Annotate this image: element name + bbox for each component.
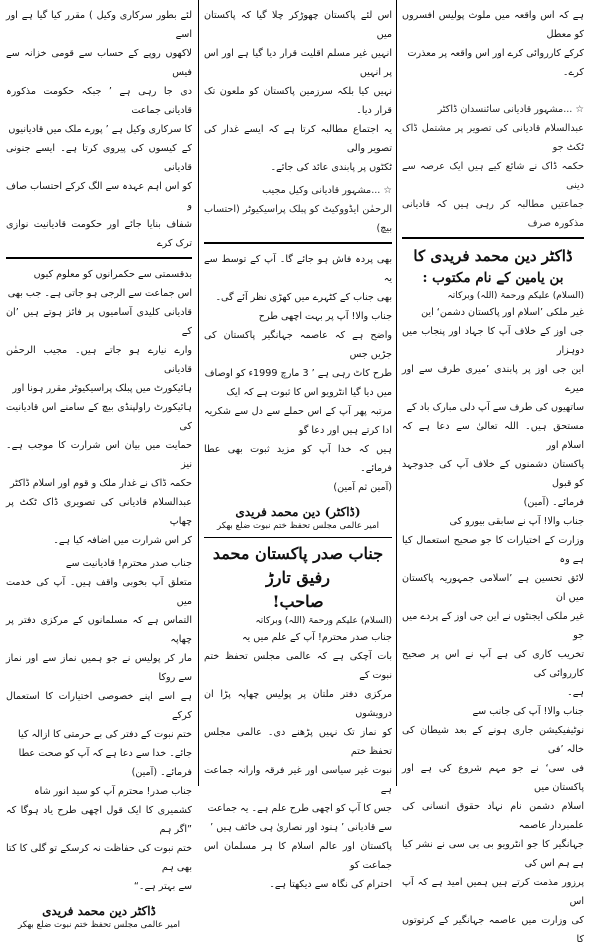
column-left xyxy=(4,0,194,930)
letter-body: غیر ملکی ’اسلام اور پاکستان دشمن‘ این جی اوز کے خلاف آپ کا جہاد اور پنجاب میں دوہزار این جی اوز پر پابندی ’میری طرف سے اور میرے ساتھیوں کی طرف سے آپ دلی مبارک باد کے مستحق ہیں۔ اللہ تعالیٰ سے دعا ہے کہ اسلام اور پاکستان دشمنوں کے خلاف آپ کی جدوجہد کو قبول فرمائے۔ (آمین) جناب والا! آپ نے سابقی بیورو کی وزارت کے اختیارات کا جو صحیح استعمال کیا ہے وہ لائق تحسین ہے ’اسلامی جمہوریہ پاکستان میں ان غیر ملکی ایجنٹوں نے این جی اوز کے پردے میں جو تخریب کاری کی ہے آپ نے اس پر صحیح کارروائی کی ہے۔ جناب والا! آپ کی جانب سے نوٹیفیکیشن جاری ہونے کے بعد شیطان کی خالہ ’فی فی سی‘ نے جو مہم شروع کی ہے اور پاکستان میں اسلام دشمن نام نہاد حقوق انسانی کی علمبردار عاصمہ جہانگیر کا جو انٹرویو بی بی سی نے نشر کیا ہے ہم اس کی پرزور مذمت کرتے ہیں ہمیں امید ہے کہ آپ اس کی وزارت میں عاصمہ جہانگیر کے کرتوتوں کا xyxy=(402,307,584,945)
column-middle xyxy=(202,0,394,894)
column-divider-left xyxy=(198,0,199,786)
letter-heading: جناب صدر پاکستان محمد رفیق تارڑ صاحب! xyxy=(212,544,384,611)
section-divider xyxy=(6,257,192,259)
traitor-paragraph: اس لئے پاکستان چھوڑکر چلا گیا کہ پاکستان میں انہیں غیر مسلم اقلیت قرار دیا گیا ہے اور اس پر انہیں نہیں کیا بلکہ سرزمین پاکستان کو ملعون تک قرار دیا۔ یہ اجتماع مطالبہ کرتا ہے کہ ایسے غدار کی تصویر والی ٹکٹوں پر پابندی عائد کی جائے۔ xyxy=(204,10,392,173)
letter-body: بھی پردہ فاش ہو جائے گا۔ آپ کے توسط سے یہ بھی جناب کے کٹہرے میں کھڑی نظر آئے گی۔ جناب والا! آپ پر بہت اچھی طرح واضح ہے کہ عاصمہ جہانگیر پاکستان کی جڑیں جس طرح کاٹ رہی ہے ’ 3 مارچ 1999ء کو اوصاف میں دیا گیا انٹرویو اس کا ثبوت ہے کہ ایک مرتبہ پھر آپ کے اس حملے سے دل سے شکریہ ادا کرتے ہیں اور دعا گو ہیں کہ خدا آپ کو مزید ثبوت بھی عطا فرمائے۔ (آمین ثم آمین) xyxy=(204,254,392,493)
letter-body: بدقسمتی سے حکمرانوں کو معلوم کیوں اس جماعت سے الرجی ہو جاتی ہے۔ جب بھی قادیانی کلیدی آسامیوں پر فائز ہوتے ہیں ’ان کے وارے نیارے ہو جاتے ہیں۔ مجیب الرحمٰن قادیانی ہائیکورٹ میں پبلک پراسیکیوٹر مقرر ہونا اور ہائیکورٹ راولپنڈی بیچ کے سامنے اس قادیانیت کی حمایت میں بیان اس شرارت کا موجب ہے۔ نیز حکمہ ڈاک نے غدار ملک و قوم اور اسلام ڈاکٹر عبدالسلام قادیانی کی تصویری ڈاک ٹکٹ پر چھاپ کر اس شرارت میں اضافہ کیا ہے۔ xyxy=(6,269,192,546)
lawyer-continuation: لئے بطور سرکاری وکیل ) مقرر کیا گیا ہے اور اسے لاکھوں روپے کے حساب سے قومی خزانہ سے فیس دی جا رہی ہے ’ جبکہ حکومت مذکورہ قادیانی جماعت کا سرکاری وکیل ہے ’ پورے ملک میں قادیانیوں کے کیسوں کی پیروی کرتا ہے۔ ایسے جنونی قادیانی کو اس اہم عہدہ سے الگ کرکے احتساب صاف و شفاف بنایا جائے اور حکومت قادیانیت نوازی ترک کرے xyxy=(6,10,192,249)
salutation: (السلام) علیکم ورحمۃ (اللہ) وبرکاتہ xyxy=(447,291,584,301)
letter-text: جناب صدر محترم! آپ کے علم میں یہ بات آچکی ہے کہ عالمی مجلس تحفظ ختم نبوت کے مرکزی دفتر ملتان پر پولیس چھاپہ پڑا ان درویشوں کو نماز تک نہیں پڑھنے دی۔ عالمی مجلس تحفظ ختم نبوت غیر سیاسی اور غیر فرقہ وارانہ جماعت ہے جس کا آپ کو اچھی طرح علم ہے۔ یہ جماعت سے قادیانی ’ ہنود اور نصاریٰ ہی خائف ہیں ’ پاکستان اور عالم اسلام کا ہر مسلمان اس جماعت کو احترام کی نگاہ سے دیکھتا ہے۔ xyxy=(204,632,392,890)
letter-body-continued: جناب صدر محترم! قادیانیت سے متعلق آپ بخوبی واقف ہیں۔ آپ کی خدمت میں التماس ہے کہ مسلمانوں کے مرکزی دفتر پر چھاپہ مار کر پولیس نے جو ہمیں نماز سے اور نماز سے روکا ہے اسے اپنے خصوصی اختیارات کا استعمال کرکے ختم نبوت کے دفتر کی بے حرمتی کا ازالہ کیا جائے۔ خدا سے دعا ہے کہ آپ کو صحت عطا فرمائے۔ (آمین) جناب صدر! محترم آپ کو سید انور شاہ کشمیری کا ایک قول اچھی طرح یاد ہوگا کہ ”اگر ہم ختم نبوت کی حفاظت نہ کرسکے تو گلی کا کتا بھی ہم سے بہتر ہے۔“ xyxy=(6,558,192,892)
closing-paragraph: ہے کہ اس واقعہ میں ملوث پولیس افسروں کو معطل کرکے کارروائی کرے اور اس واقعہ پر معذرت کرے۔ xyxy=(402,10,584,78)
section-divider xyxy=(402,237,584,239)
section-divider xyxy=(204,537,392,538)
stamp-demand-paragraph: ☆ ...مشہور قادیانی سائنسدان ڈاکٹر عبدالسلام قادیانی کی تصویر پر مشتمل ڈاک ٹکٹ جو حکمہ ڈاک نے شائع کیے ہیں ایک عرصہ سے دینی جماعتیں مطالبہ کر رہی ہیں کہ قادیانی مذکورہ صرف xyxy=(402,104,584,229)
column-divider-right xyxy=(396,0,397,786)
salutation: (السلام) علیکم ورحمۃ (اللہ) وبرکاتہ xyxy=(255,616,392,626)
signature-title: امیر عالمی مجلس تحفظ ختم نبوت ضلع بھکر xyxy=(17,920,181,930)
section-divider xyxy=(204,242,392,244)
letter-title: ڈاکٹر دین محمد فریدی کا xyxy=(413,247,573,265)
lawyer-paragraph: ☆ ...مشہور قادیانی وکیل مجیب الرحمٰن ایڈووکیٹ کو پبلک پراسیکیوٹر (احتساب بیچ) xyxy=(204,185,392,234)
column-right xyxy=(400,0,586,949)
signature-name: ڈاکٹر دین محمد فریدی xyxy=(42,904,156,918)
signature-title: امیر عالمی مجلس تحفظ ختم نبوت ضلع بھکر xyxy=(216,521,380,531)
signature-name: (ڈاکٹر) دین محمد فریدی xyxy=(235,505,361,519)
letter-subtitle: بن یامین کے نام مکتوب : xyxy=(422,270,564,286)
